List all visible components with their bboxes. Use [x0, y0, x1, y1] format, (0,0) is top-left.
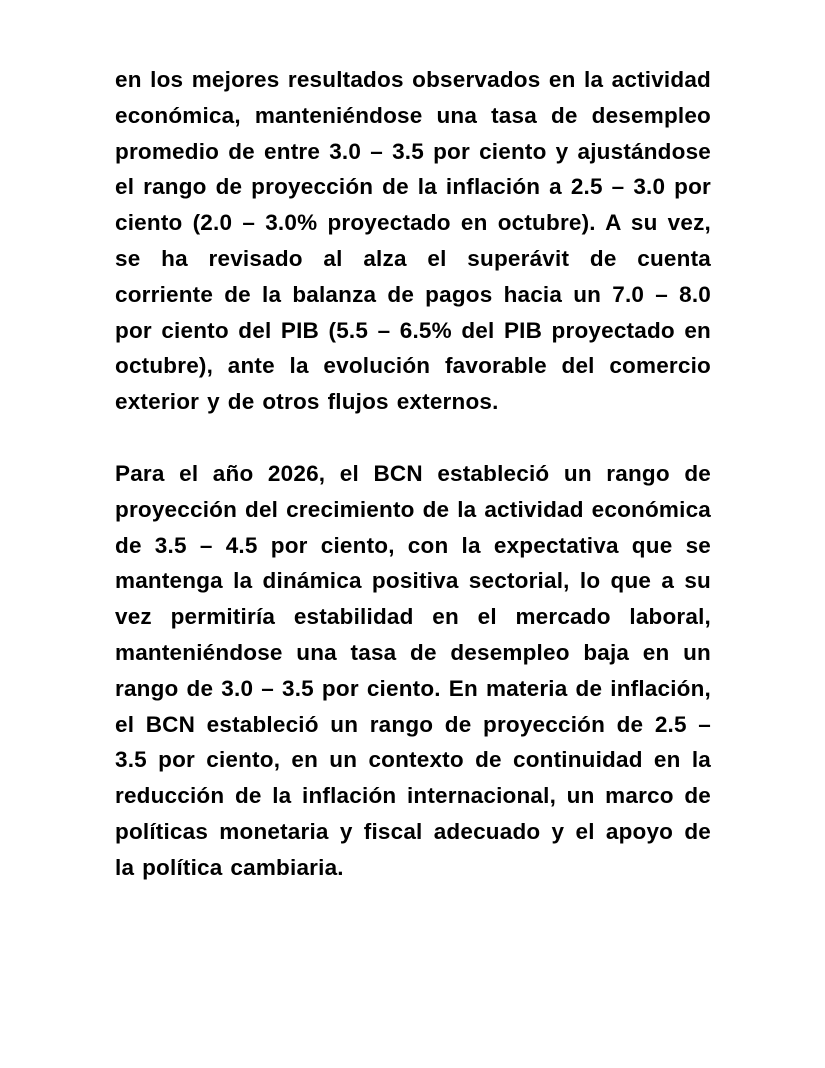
text-block	[115, 62, 711, 886]
paragraph-economic-activity-revision: en los mejores resultados observados en la actividad económica, manteniéndose una tasa de desempleo promedio de entre 3.0 – 3.5 por ciento y ajustándose el rango de proyección de la inflación a 2.5 – 3.0 por ciento (2.0 – 3.0% proyectado en octubre). A su vez, se ha revisado al alza el superávit de cuenta corriente de la balanza de pagos hacia un 7.0 – 8.0 por ciento del PIB (5.5 – 6.5% del PIB proyectado en octubre), ante la evolución favorable del comercio exterior y de otros flujos externos.	[115, 67, 711, 415]
paragraph-2026-projections: Para el año 2026, el BCN estableció un rango de proyección del crecimiento de la actividad económica de 3.5 – 4.5 por ciento, con la expectativa que se mantenga la dinámica positiva sectorial, lo que a su vez permitiría estabilidad en el mercado laboral, manteniéndose una tasa de desempleo baja en un rango de 3.0 – 3.5 por ciento. En materia de inflación, el BCN estableció un rango de proyección de 2.5 – 3.5 por ciento, en un contexto de continuidad en la reducción de la inflación internacional, un marco de políticas monetaria y fiscal adecuado y el apoyo de la política cambiaria.	[115, 460, 711, 880]
